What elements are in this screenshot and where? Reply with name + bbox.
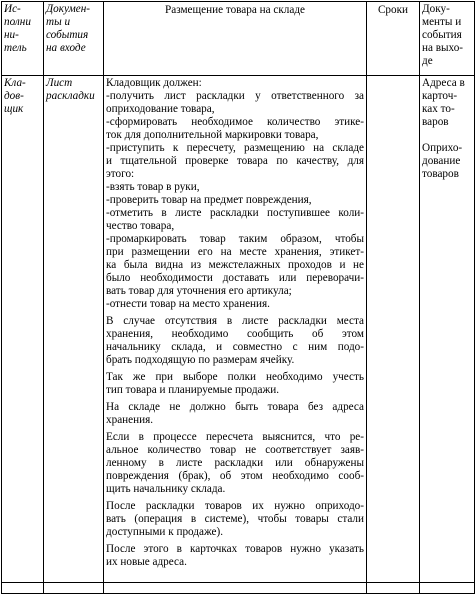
- output-doc-line: дование: [422, 155, 461, 167]
- placement-text-line: ка была видна из межстелажных проходов и не: [106, 259, 364, 271]
- placement-text-line: брать подходящую по размерам ячейку.: [106, 354, 295, 366]
- header-input-line: события: [46, 29, 89, 41]
- empty-cell: [44, 583, 104, 594]
- header-output-line: Доку-: [422, 3, 450, 15]
- placement-text-line: ленному в листе раскладки или обнаружены: [106, 457, 364, 469]
- output-doc-line: ках то-: [422, 103, 455, 115]
- placement-text-line: было необходимости доставать или переворачи-: [106, 272, 364, 284]
- process-table: [1, 1, 475, 594]
- empty-cell: [2, 583, 44, 594]
- header-output-line: события: [422, 29, 462, 41]
- placement-text-line: Так же при выборе полки необходимо учесть: [106, 371, 364, 383]
- placement-text-line: хранения, необходимо сообщить об этом: [106, 328, 364, 340]
- empty-cell: [104, 583, 367, 594]
- placement-text-line: начальнику склада, и совместно с ним подо-: [106, 341, 364, 353]
- placement-text-line: альное количество товар не соответствует заяв-: [106, 444, 364, 456]
- header-input-line: на входе: [46, 42, 86, 54]
- placement-text-line: и тщательной проверке товара по качеству, для: [106, 155, 364, 167]
- empty-cell: [367, 583, 420, 594]
- header-output-docs: [420, 2, 475, 76]
- output-doc-line: [422, 129, 472, 142]
- placement-text-line: -получить лист раскладки у ответственного за: [106, 90, 364, 102]
- placement-text-line: После раскладки товаров их нужно оприходо-: [106, 500, 364, 512]
- placement-text-line: На складе не должно быть товара без адреса: [106, 401, 364, 413]
- placement-text-line: тип товара и планируемые продажи.: [106, 384, 279, 396]
- input-doc-line: раскладки: [46, 90, 95, 102]
- output-doc-line: товаров: [422, 168, 459, 180]
- header-placement: [104, 2, 367, 76]
- placement-text-line: вать (операция в системе), чтобы товары стали: [106, 513, 364, 525]
- placement-text-line: повреждения (брак), об этом необходимо сооб-: [106, 470, 364, 482]
- placement-text-line: щить начальнику склада.: [106, 483, 226, 495]
- placement-text-line: чество товара,: [106, 220, 175, 232]
- placement-text-line: -промаркировать товар таким образом, чтобы: [106, 233, 364, 245]
- input-doc-line: Лист: [46, 77, 73, 89]
- content-row: [2, 76, 475, 583]
- header-executor-line: тель: [4, 42, 27, 54]
- placement-text-line: Если в процессе пересчета выяснится, что ре-: [106, 431, 364, 443]
- header-deadlines: [367, 2, 420, 76]
- placement-text-line: -проверить товар на предмет повреждения,: [106, 194, 312, 206]
- placement-text-line: В случае отсутствия в листе раскладки места: [106, 315, 364, 327]
- input-doc-cell: [44, 76, 104, 583]
- placement-text-line: -сформировать необходимое количество этике-: [106, 116, 364, 128]
- header-output-line: менты и: [422, 16, 462, 28]
- placement-text-line: Кладовщик должен:: [106, 77, 202, 89]
- placement-text-line: После этого в карточках товаров нужно указать: [106, 543, 364, 555]
- output-doc-cell: [420, 76, 475, 583]
- executor-line: дов-: [4, 90, 24, 102]
- executor-line: щик: [4, 103, 24, 115]
- placement-text-line: хранения.: [106, 414, 154, 426]
- placement-text-line: этого:: [106, 168, 135, 180]
- header-output-line: де: [422, 55, 433, 67]
- output-doc-line: варов: [422, 116, 449, 128]
- header-executor-line: полни: [4, 16, 31, 28]
- executor-line: Кла-: [4, 77, 26, 89]
- output-doc-line: Адреса в: [422, 77, 465, 89]
- empty-row: [2, 583, 475, 594]
- placement-text-line: ток для дополнительной маркировки товара,: [106, 129, 319, 141]
- header-input-line: ты и: [46, 16, 71, 28]
- placement-text-cell: [104, 76, 367, 583]
- placement-text-line: -отнести товар на место хранения.: [106, 298, 270, 310]
- placement-text-line: при размещении его на месте хранения, этикет-: [106, 246, 364, 258]
- header-executor: [2, 2, 44, 76]
- header-deadlines-label: Сроки: [377, 4, 409, 16]
- placement-text-line: оприходование товара,: [106, 103, 215, 115]
- placement-text-line: -отметить в листе раскладки поступившее коли-: [106, 207, 364, 219]
- header-input-line: Докумен-: [46, 3, 91, 15]
- executor-cell: [2, 76, 44, 583]
- output-doc-line: Оприхо-: [422, 142, 463, 154]
- placement-text-line: доступными к продаже).: [106, 526, 224, 538]
- header-input-docs: [44, 2, 104, 76]
- placement-text-line: -взять товар в руки,: [106, 181, 200, 193]
- header-placement-label: Размещение товара на складе: [165, 4, 305, 16]
- output-doc-line: карточ-: [422, 90, 458, 102]
- placement-text-line: их новые адреса.: [106, 556, 187, 568]
- deadline-cell: [367, 76, 420, 583]
- header-executor-line: Ис-: [4, 3, 21, 15]
- header-executor-line: ни-: [4, 29, 19, 41]
- placement-text-line: вать товар для уточнения его артикула;: [106, 285, 292, 297]
- header-output-line: на выхо-: [422, 42, 464, 54]
- empty-cell: [420, 583, 475, 594]
- header-row: [2, 2, 475, 76]
- placement-text-line: -приступить к пересчету, размещению на складе: [106, 142, 364, 154]
